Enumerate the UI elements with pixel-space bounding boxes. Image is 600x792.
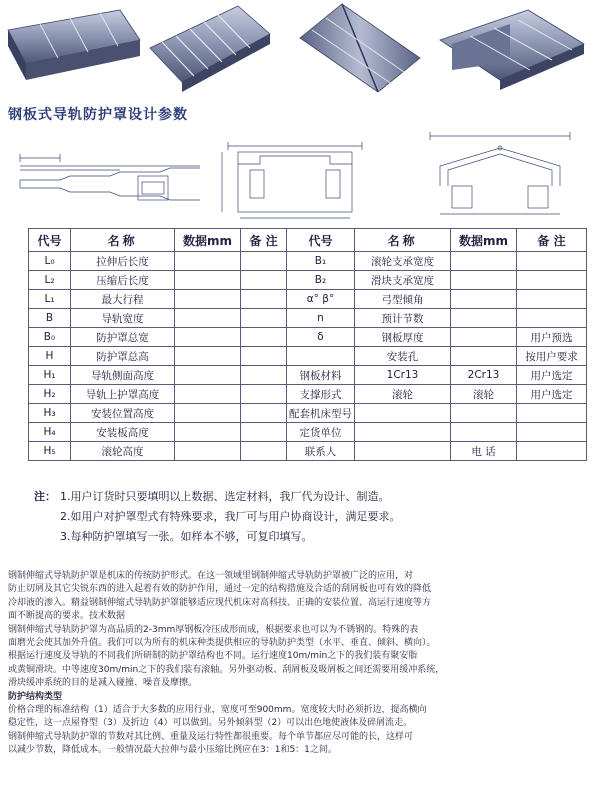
- body-line: 稳定性，这一点屋脊型（3）及折边（4）可以做到。另外倾斜型（2）可以出色地使液体及碎屑流走。: [8, 718, 413, 729]
- table-cell: n: [287, 309, 355, 328]
- table-cell: [175, 271, 241, 290]
- table-cell: 用户选定: [517, 385, 587, 404]
- table-cell: [287, 347, 355, 366]
- table-cell: L₀: [29, 252, 71, 271]
- drawing-cross-section-roller: [222, 142, 362, 218]
- body-line: 冷却液的渗入。精益钢制伸缩式导轨防护罩能够适应现代机床对高科技、正确的安装位置、高运行速度等方: [8, 597, 432, 608]
- table-cell: 导轨侧面高度: [71, 366, 175, 385]
- drawing-cross-section-roof: [430, 132, 570, 214]
- table-cell: 配套机床型号: [287, 404, 355, 423]
- table-cell: 安装孔: [355, 347, 451, 366]
- section-heading: 防护结构类型: [8, 691, 63, 702]
- table-cell: 2Cr13: [451, 366, 517, 385]
- table-row: [29, 404, 587, 423]
- table-cell: 钢板材料: [287, 366, 355, 385]
- table-cell: H₅: [29, 442, 71, 461]
- table-cell: 钢板厚度: [355, 328, 451, 347]
- table-cell: [517, 252, 587, 271]
- table-cell: [451, 290, 517, 309]
- table-cell: [355, 423, 451, 442]
- table-cell: δ: [287, 328, 355, 347]
- body-line: 钢制伸缩式导轨防护罩的节数对其比例、重量及运行特性都很重要。每个单节都应尽可能的长，这样可: [8, 731, 414, 742]
- table-cell: [517, 309, 587, 328]
- table-cell: 联系人: [287, 442, 355, 461]
- table-cell: 滚轮: [451, 385, 517, 404]
- table-row: [29, 290, 587, 309]
- note-line: [34, 527, 594, 547]
- table-cell: [451, 404, 517, 423]
- body-line: 价格合理的标准结构（1）适合于大多数的应用行业，宽度可至900mm。宽度较大时必须折边，提高横向: [8, 704, 427, 715]
- table-cell: 用户预选: [517, 328, 587, 347]
- table-cell: H₁: [29, 366, 71, 385]
- table-cell: [175, 366, 241, 385]
- table-header-cell: 代号: [29, 229, 71, 252]
- table-cell: 滚轮高度: [71, 442, 175, 461]
- table-cell: 1Cr13: [355, 366, 451, 385]
- body-line: 面磨光会使其加外升值。我们可以为所有的机床种类提供相应的导轨防护类型（水平、垂直、倾斜、横向）。: [8, 637, 436, 648]
- note-line: [34, 487, 594, 507]
- table-cell: [451, 423, 517, 442]
- body-line: 以减少节数，降低成本。一般情况最大拉伸与最小压缩比例应在3：1和5：1之间。: [8, 745, 337, 756]
- table-cell: [175, 328, 241, 347]
- table-header-cell: 备 注: [517, 229, 587, 252]
- table-cell: [241, 423, 287, 442]
- notes-label: 注：: [34, 490, 56, 503]
- table-cell: B₂: [287, 271, 355, 290]
- table-cell: H: [29, 347, 71, 366]
- body-line: 面不断提高的要求。技术数据: [8, 611, 126, 622]
- table-cell: [241, 442, 287, 461]
- table-header-cell: 数据mm: [451, 229, 517, 252]
- table-cell: B₁: [287, 252, 355, 271]
- table-row: [29, 385, 587, 404]
- note-text: 1.用户订货时只要填明以上数据、选定材料，我厂代为设计、制造。: [60, 490, 390, 503]
- spec-table: [28, 228, 587, 461]
- table-header-cell: 名称: [71, 229, 175, 252]
- body-line: 钢制伸缩式导轨防护罩是机床的传统防护形式。在这一领域里钢制伸缩式导轨防护罩被广泛的应用，对: [8, 571, 414, 581]
- table-row: [29, 271, 587, 290]
- table-header-cell: 备 注: [241, 229, 287, 252]
- page-title: 钢板式导轨防护罩设计参数: [8, 107, 188, 123]
- table-cell: 导轨宽度: [71, 309, 175, 328]
- body-line: 防止切屑及其它尖锐东西的进入起着有效的防护作用，通过一定的结构措施及合适的刮屑板也可有效的降低: [8, 584, 432, 595]
- table-cell: H₃: [29, 404, 71, 423]
- table-header-cell: 数据mm: [175, 229, 241, 252]
- table-cell: B: [29, 309, 71, 328]
- table-cell: [355, 442, 451, 461]
- note-text: 2.如用户对护罩型式有特殊要求，我厂可与用户协商设计，满足要求。: [60, 510, 401, 523]
- table-cell: 导轨上护罩高度: [71, 385, 175, 404]
- table-cell: [241, 347, 287, 366]
- table-cell: [517, 290, 587, 309]
- photo-flat-cover: [8, 10, 140, 80]
- table-cell: 安装板高度: [71, 423, 175, 442]
- table-cell: [175, 442, 241, 461]
- table-cell: [451, 309, 517, 328]
- body-line: 滑块缓冲系统的目的是减入碰撞、噪音及摩擦。: [8, 678, 198, 689]
- table-cell: [451, 252, 517, 271]
- notes-block: [34, 487, 594, 547]
- table-cell: 定货单位: [287, 423, 355, 442]
- table-row: [29, 442, 587, 461]
- table-cell: [241, 309, 287, 328]
- body-line: 或黄铜滑块。中等速度30m/min之下的我们装有滚轴。另外驱动板、刮屑板及吸屑板之间还需要用缓冲系统，: [8, 664, 445, 675]
- table-cell: [517, 271, 587, 290]
- table-cell: [175, 309, 241, 328]
- table-cell: [517, 442, 587, 461]
- body-line: 钢制伸缩式导轨防护罩为高品质的2-3mm厚钢板冷压成形而成，根据要求也可以为不锈钢的。特殊的表: [8, 624, 419, 635]
- table-cell: [175, 290, 241, 309]
- photo-folded-cover: [440, 10, 584, 90]
- table-cell: [175, 347, 241, 366]
- body-line: 根据运行速度及导轨的不同我们所研制的防护罩结构也不同。运行速度10m/min之下的我们装有聚安脂: [8, 651, 418, 662]
- table-cell: [451, 328, 517, 347]
- table-cell: 按用户要求: [517, 347, 587, 366]
- table-cell: 滚轮: [355, 385, 451, 404]
- product-photos: [0, 0, 600, 92]
- table-cell: 防护罩总高: [71, 347, 175, 366]
- table-cell: B₀: [29, 328, 71, 347]
- table-cell: 滑块支承宽度: [355, 271, 451, 290]
- technical-drawings: [0, 126, 600, 226]
- table-cell: [241, 290, 287, 309]
- table-cell: H₄: [29, 423, 71, 442]
- description-text: [8, 570, 598, 757]
- table-cell: 压缩后长度: [71, 271, 175, 290]
- table-cell: 最大行程: [71, 290, 175, 309]
- table-cell: 用户选定: [517, 366, 587, 385]
- table-cell: 安装位置高度: [71, 404, 175, 423]
- table-cell: α° β°: [287, 290, 355, 309]
- table-row: [29, 328, 587, 347]
- table-cell: 弓型倾角: [355, 290, 451, 309]
- table-cell: 滚轮支承宽度: [355, 252, 451, 271]
- table-header-cell: 名称: [355, 229, 451, 252]
- table-row: [29, 309, 587, 328]
- table-header-cell: 代号: [287, 229, 355, 252]
- table-cell: H₂: [29, 385, 71, 404]
- table-cell: [241, 271, 287, 290]
- table-cell: 预计节数: [355, 309, 451, 328]
- table-cell: 拉伸后长度: [71, 252, 175, 271]
- photo-telescopic-cover: [150, 6, 270, 92]
- table-cell: 电 话: [451, 442, 517, 461]
- photo-roof-cover: [300, 4, 420, 92]
- table-cell: 防护罩总宽: [71, 328, 175, 347]
- table-header-row: [29, 229, 587, 252]
- table-cell: [517, 404, 587, 423]
- table-cell: [451, 271, 517, 290]
- table-row: [29, 347, 587, 366]
- table-cell: [241, 252, 287, 271]
- table-cell: L₁: [29, 290, 71, 309]
- table-cell: L₂: [29, 271, 71, 290]
- table-cell: [175, 404, 241, 423]
- table-row: [29, 366, 587, 385]
- note-line: [34, 507, 594, 527]
- table-cell: [175, 423, 241, 442]
- note-text: 3.每种防护罩填写一张。如样本不够，可复印填写。: [60, 530, 313, 543]
- table-row: [29, 423, 587, 442]
- drawing-side-view: [20, 154, 200, 200]
- table-cell: [355, 404, 451, 423]
- table-cell: [241, 328, 287, 347]
- table-cell: [241, 404, 287, 423]
- table-cell: [175, 385, 241, 404]
- table-cell: [451, 347, 517, 366]
- table-row: [29, 252, 587, 271]
- table-cell: [241, 366, 287, 385]
- table-cell: 支撑形式: [287, 385, 355, 404]
- table-cell: [175, 252, 241, 271]
- table-cell: [241, 385, 287, 404]
- table-cell: [517, 423, 587, 442]
